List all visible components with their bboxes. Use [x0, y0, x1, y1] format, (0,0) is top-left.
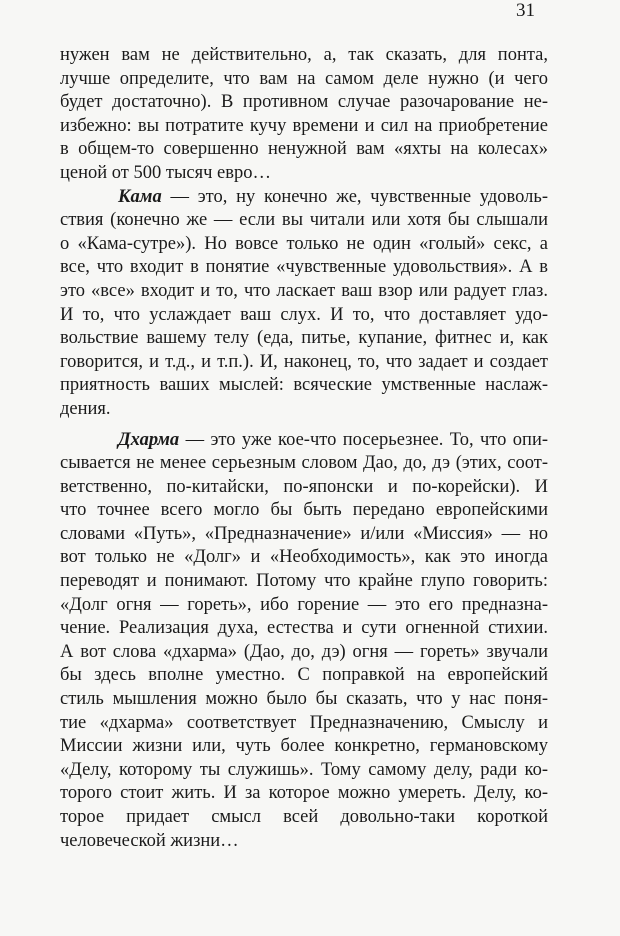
paragraph-kama [60, 186, 548, 422]
paragraph-dharma [60, 429, 548, 854]
text-line: «Делу, которому ты служишь». Тому самому делу, ради ко- [60, 759, 548, 780]
text-line: человеческой жизни… [60, 830, 239, 851]
text-line-first [60, 429, 548, 453]
text-line: словами «Путь», «Предназначение» и/или «Миссия» — но [60, 523, 548, 544]
term-dharma: Дхарма [118, 429, 180, 450]
book-page-text [60, 44, 548, 853]
text-line-first [60, 186, 548, 210]
text-line: ствия (конечно же — если вы читали или хотя бы слышали [60, 210, 548, 231]
text-line: дения. [60, 398, 111, 419]
text-line: торое придает смысл всей довольно-таки короткой [60, 807, 548, 827]
text-line: А вот слова «дхарма» (Дао, до, дэ) огня — гореть» звучали [60, 641, 548, 662]
text-line: нужен вам не действительно, а, так сказать, для понта, [60, 45, 548, 65]
text-line: торого стоит жить. И за которое можно умереть. Делу, ко- [60, 783, 548, 804]
text-line: вольствие вашему телу (еда, питье, купание, фитнес и, как [60, 328, 548, 349]
text-line: говорится, и т.д., и т.п.). И, наконец, то, что задает и создает [60, 351, 548, 372]
paragraph [60, 44, 548, 186]
text-line: Миссии жизни или, чуть более конкретно, германовскому [60, 736, 548, 757]
text-run: — это, ну конечно же, чувственные удоволь- [170, 186, 548, 207]
text-line: чение. Реализация духа, естества и сути огненной стихии. [60, 618, 548, 639]
text-run: — это уже кое-что посерьезнее. То, что опи- [185, 429, 548, 450]
text-line: что точнее всего могло бы быть передано европейскими [60, 500, 548, 521]
text-line: лучше определите, что вам на самом деле нужно (и чего [60, 68, 548, 89]
text-line: бы здесь вполне уместно. С поправкой на европейский [60, 665, 548, 686]
text-line: переводят и понимают. Потому что крайне глупо говорить: [60, 571, 548, 592]
text-line: приятность ваших мыслей: всяческие умственные наслаж- [60, 375, 548, 396]
text-line: ценой от 500 тысяч евро… [60, 162, 271, 183]
text-line: ветственно, по-китайски, по-японски и по-корейски). И [60, 476, 548, 497]
page-number: 31 [516, 0, 535, 21]
text-line: стиль мышления можно было бы сказать, что у нас поня- [60, 689, 548, 710]
text-line: будет достаточно). В противном случае разочарование не- [60, 92, 548, 113]
text-line: И то, что услаждает ваш слух. И то, что доставляет удо- [60, 304, 548, 325]
text-line: вот только не «Долг» и «Необходимость», как это иногда [60, 547, 548, 568]
text-line: это «все» входит и то, что ласкает ваш взор или радует глаз. [60, 280, 548, 301]
text-line: в общем-то совершенно ненужной вам «яхты на колесах» [60, 139, 548, 160]
term-kama: Кама [118, 186, 162, 207]
text-line: все, что входит в понятие «чувственные удовольствия». А в [60, 257, 548, 278]
text-line: о «Кама-сутре»). Но вовсе только не один «голый» секс, а [60, 233, 548, 254]
text-line: «Долг огня — гореть», ибо горение — это его предназна- [60, 594, 548, 615]
text-line: тие «дхарма» соответствует Предназначению, Смыслу и [60, 712, 548, 733]
text-line: избежно: вы потратите кучу времени и сил на приобретение [60, 115, 548, 136]
text-line: сывается не менее серьезным словом Дао, до, дэ (этих, соот- [60, 453, 548, 474]
